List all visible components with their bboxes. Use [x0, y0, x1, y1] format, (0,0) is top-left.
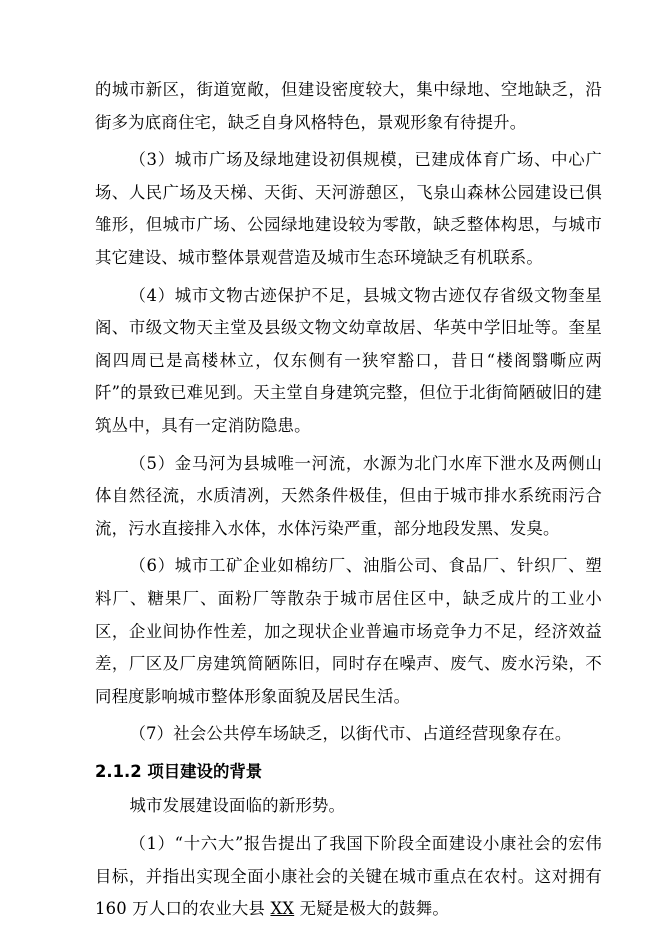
- county-placeholder: XX: [270, 899, 295, 919]
- paragraph-item-1-tail: 无疑是极大的鼓舞。: [294, 899, 449, 919]
- paragraph-item-6: （6）城市工矿企业如棉纺厂、油脂公司、食品厂、针织厂、塑料厂、糖果厂、面粉厂等散杂于城市居住区中，缺乏成片的工业小区，企业间协作性差，加之现状企业普遍市场竞争力不足，经济效益差，厂区及厂房建筑简陋陈旧，同时存在噪声、废气、废水污染，不同程度影响城市整体形象面貌及居民生活。: [95, 556, 602, 706]
- paragraph-intro: 城市发展建设面临的新形势。: [129, 796, 346, 816]
- paragraph-continuation: 的城市新区，街道宽敞，但建设密度较大，集中绿地、空地缺乏，沿街多为底商住宅，缺乏自身风格特色，景观形象有待提升。: [95, 80, 602, 132]
- section-number: 2.1.2: [95, 761, 142, 781]
- section-title: 项目建设的背景: [147, 761, 263, 781]
- section-heading: [95, 756, 602, 789]
- paragraph-item-4: （4）城市文物古迹保护不足，县城文物古迹仅存省级文物奎星阁、市级文物天主堂及县级文物文幼章故居、华英中学旧址等。奎星阁四周已是高楼林立，仅东侧有一狭窄豁口，昔日“楼阁翳嘶应两阡”的景致已难见到。天主堂自身建筑完整，但位于北街简陋破旧的建筑丛中，具有一定消防隐患。: [95, 285, 602, 435]
- paragraph-item-1: [95, 828, 602, 926]
- paragraph-item-3: （3）城市广场及绿地建设初俱规模，已建成体育广场、中心广场、人民广场及天梯、天街、天河游憩区，飞泉山森林公园建设已俱雏形，但城市广场、公园绿地建设较为零散，缺乏整体构思，与城市其它建设、城市整体景观营造及城市生态环境缺乏有机联系。: [95, 150, 602, 267]
- paragraph-item-1-text: （1）“十六大”报告提出了我国下阶段全面建设小康社会的宏伟目标，并指出实现全面小康社会的关键在城市重点在农村。这对拥有 160 万人口的农业大县: [95, 834, 602, 919]
- paragraph-item-7: （7）社会公共停车场缺乏，以街代市、占道经营现象存在。: [129, 724, 572, 744]
- paragraph-item-5: （5）金马河为县城唯一河流，水源为北门水库下泄水及两侧山体自然径流，水质清冽，天然条件极佳，但由于城市排水系统雨污合流，污水直接排入水体，水体污染严重，部分地段发黑、发臭。: [95, 453, 602, 538]
